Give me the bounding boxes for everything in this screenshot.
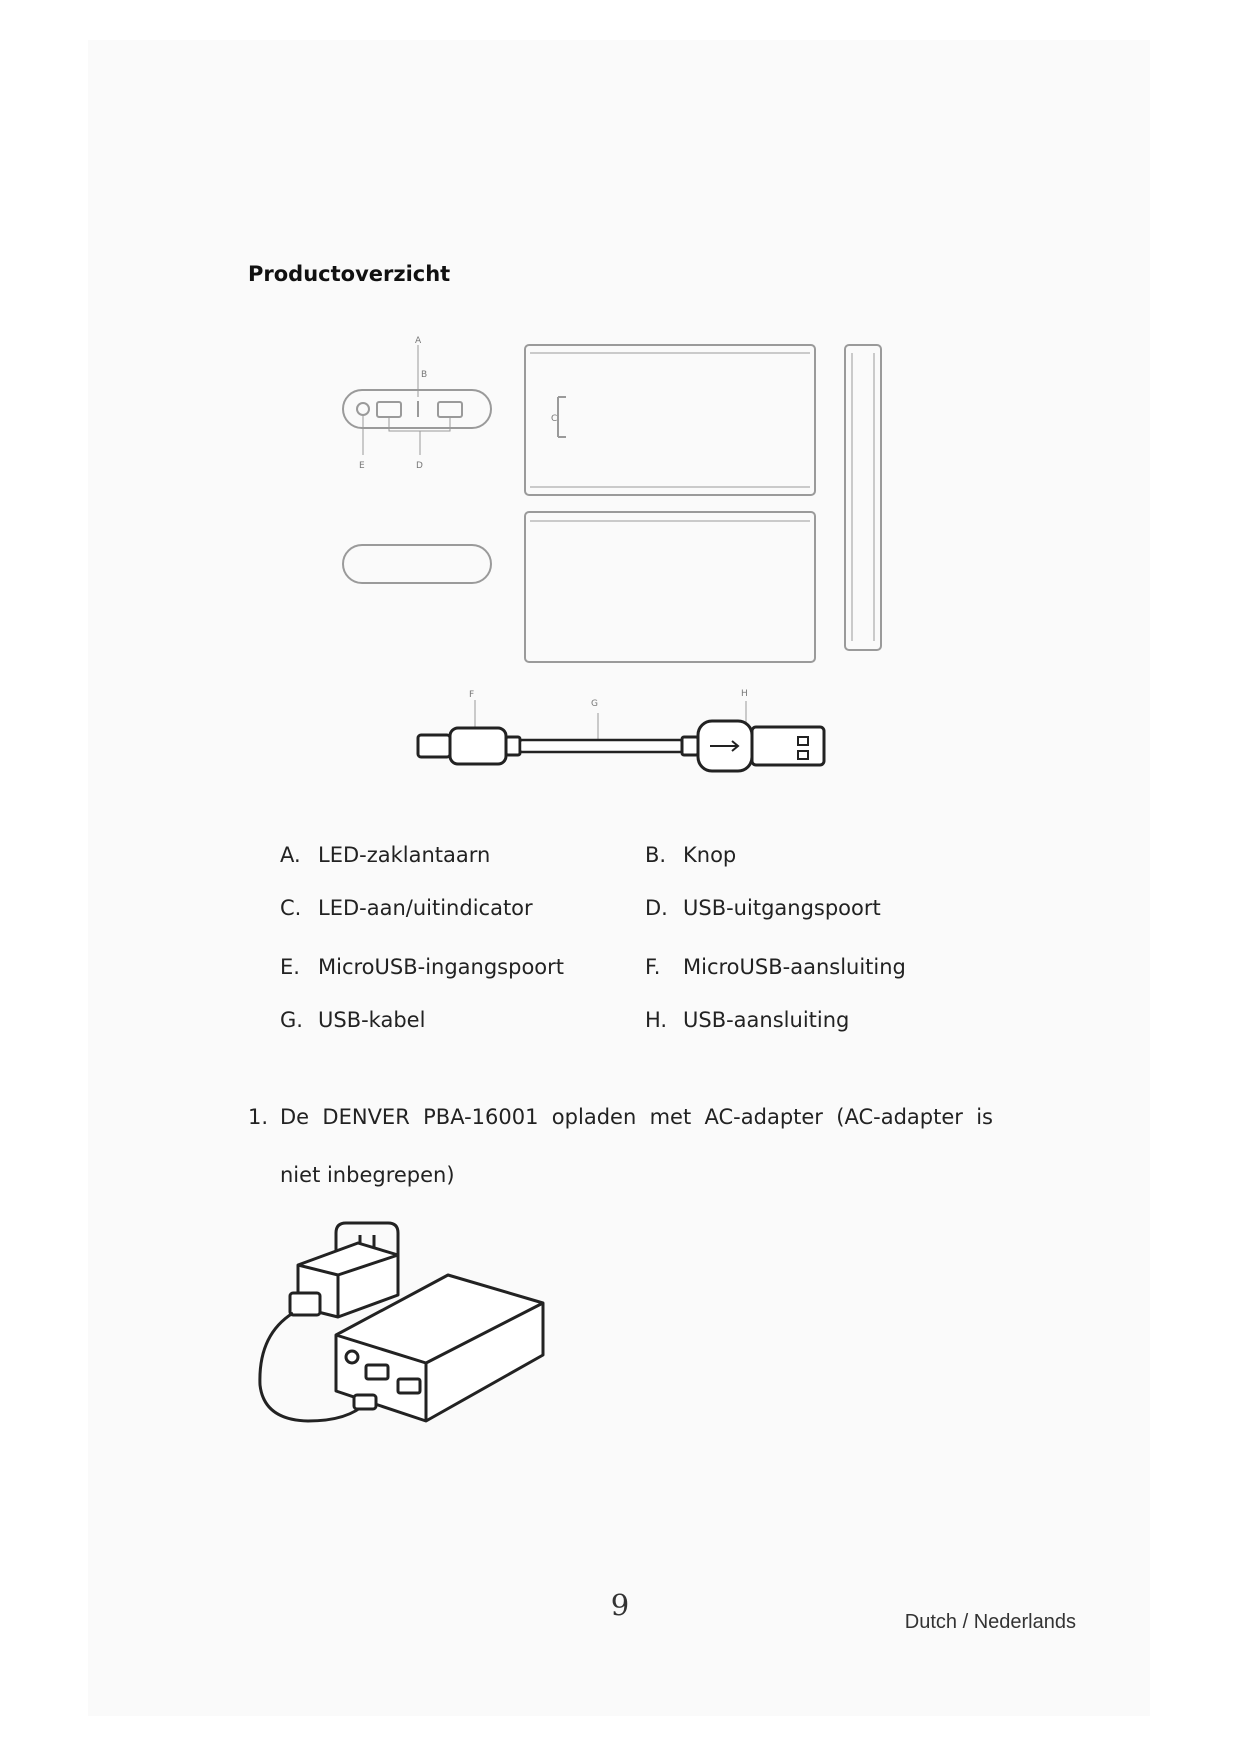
footer-language: Dutch / Nederlands [904,1611,1076,1633]
usb-cable-illustration [418,700,824,771]
legend-item-h: H. USB-aansluiting [645,1008,850,1032]
legend-item-c: C. LED-aan/uitindicator [280,896,533,920]
legend-item-f: F. MicroUSB-aansluiting [645,955,906,979]
bottom-view [525,512,815,662]
legend-item-b: B. Knop [645,843,737,867]
usb-plug [290,1293,320,1315]
callout-d: D [416,461,423,471]
legend-item-a: A. LED-zaklantaarn [280,843,491,867]
callout-f: F [469,690,475,700]
instruction-step-1 [248,1088,993,1204]
step-text: De DENVER PBA-16001 opladen met AC-adapter (AC-adapter is niet inbegrepen) [280,1105,993,1187]
legend-item-e: E. MicroUSB-ingangspoort [280,955,565,979]
front-end-view [343,345,491,455]
product-overview-diagram [340,335,910,815]
callout-c: C [551,414,558,424]
section-heading: Productoverzicht [248,262,451,286]
charging-illustration [248,1215,578,1470]
callout-h: H [741,689,748,699]
side-view [845,345,881,650]
back-end-view [343,545,491,583]
callout-g: G [591,699,598,709]
page-number: 9 [610,1588,630,1622]
micro-usb-plug [354,1395,376,1409]
callout-e: E [359,461,365,471]
callout-b: B [421,370,428,380]
step-number: 1. [248,1105,269,1129]
top-view [525,345,815,495]
legend-item-d: D. USB-uitgangspoort [645,896,881,920]
callout-a: A [415,336,422,346]
legend-item-g: G. USB-kabel [280,1008,426,1032]
